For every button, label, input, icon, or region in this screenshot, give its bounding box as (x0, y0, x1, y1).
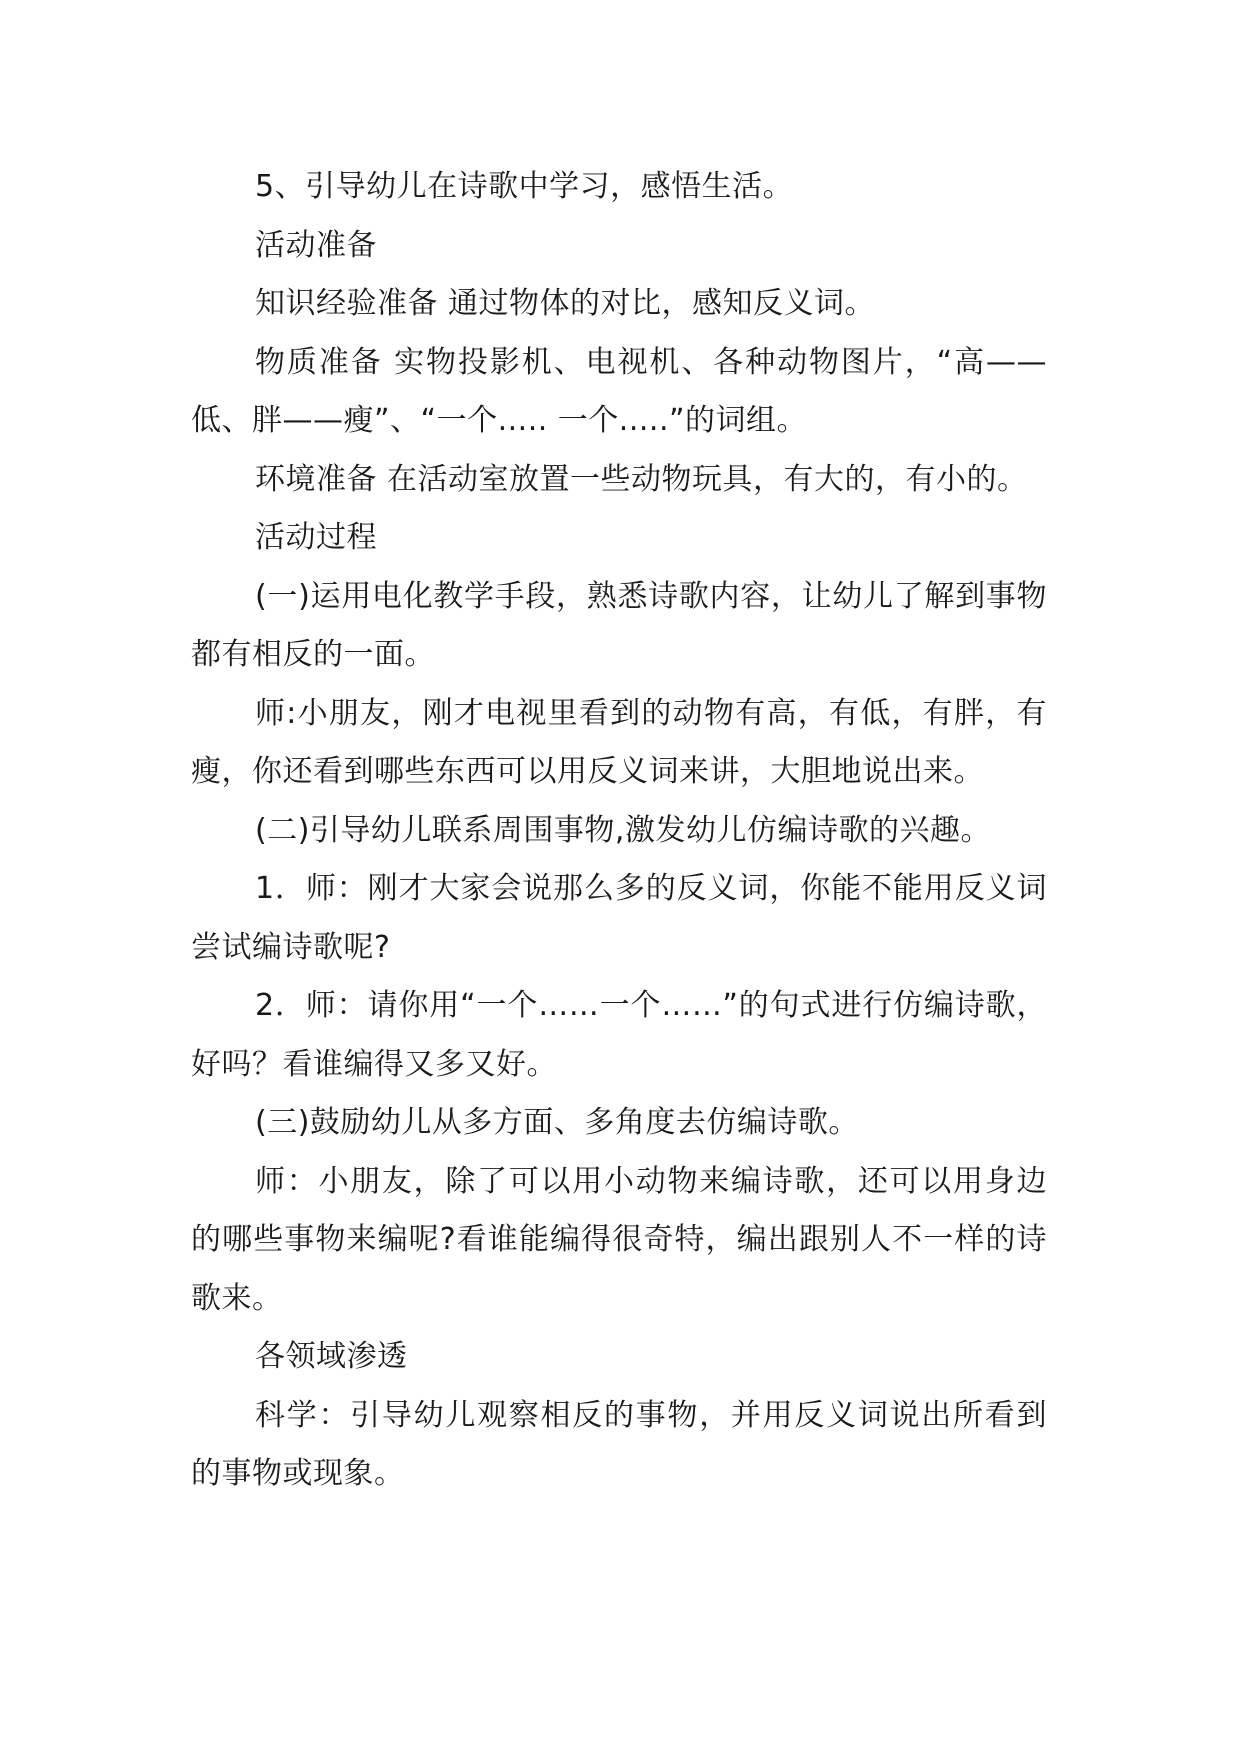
paragraph-step-1: (一)运用电化教学手段，熟悉诗歌内容，让幼儿了解到事物都有相反的一面。 (191, 578, 1047, 672)
paragraph-knowledge-preparation: 知识经验准备 通过物体的对比，感知反义词。 (255, 286, 876, 321)
heading-activity-process: 活动过程 (255, 520, 377, 555)
document-body (191, 158, 1047, 1504)
paragraph-step-2-item-2: 2．师：请你用“一个……一个……”的句式进行仿编诗歌，好吗？看谁编得又多又好。 (191, 988, 1047, 1082)
heading-activity-preparation: 活动准备 (255, 227, 377, 263)
paragraph-step-3: (三)鼓励幼儿从多方面、多角度去仿编诗歌。 (255, 1105, 859, 1140)
paragraph-step-2: (二)引导幼儿联系周围事物,激发幼儿仿编诗歌的兴趣。 (255, 812, 991, 848)
paragraph-teacher-talk-2: 师：小朋友，除了可以用小动物来编诗歌，还可以用身边的哪些事物来编呢?看谁能编得很奇特，编出跟别人不一样的诗歌来。 (191, 1163, 1047, 1316)
paragraph-science: 科学：引导幼儿观察相反的事物，并用反义词说出所看到的事物或现象。 (191, 1397, 1047, 1491)
paragraph-step-2-item-1: 1．师：刚才大家会说那么多的反义词，你能不能用反义词尝试编诗歌呢? (191, 871, 1047, 965)
paragraph-teacher-talk-1: 师:小朋友，刚才电视里看到的动物有高，有低，有胖，有瘦，你还看到哪些东西可以用反义词来讲，大胆地说出来。 (191, 695, 1047, 789)
paragraph-material-preparation: 物质准备 实物投影机、电视机、各种动物图片，“高——低、胖——瘦”、“一个..... 一个.....”的词组。 (191, 344, 1047, 438)
paragraph-environment-preparation: 环境准备 在活动室放置一些动物玩具，有大的，有小的。 (255, 461, 1028, 497)
paragraph-goal-5: 5、引导幼儿在诗歌中学习，感悟生活。 (255, 169, 794, 204)
heading-cross-domain: 各领域渗透 (255, 1339, 408, 1374)
